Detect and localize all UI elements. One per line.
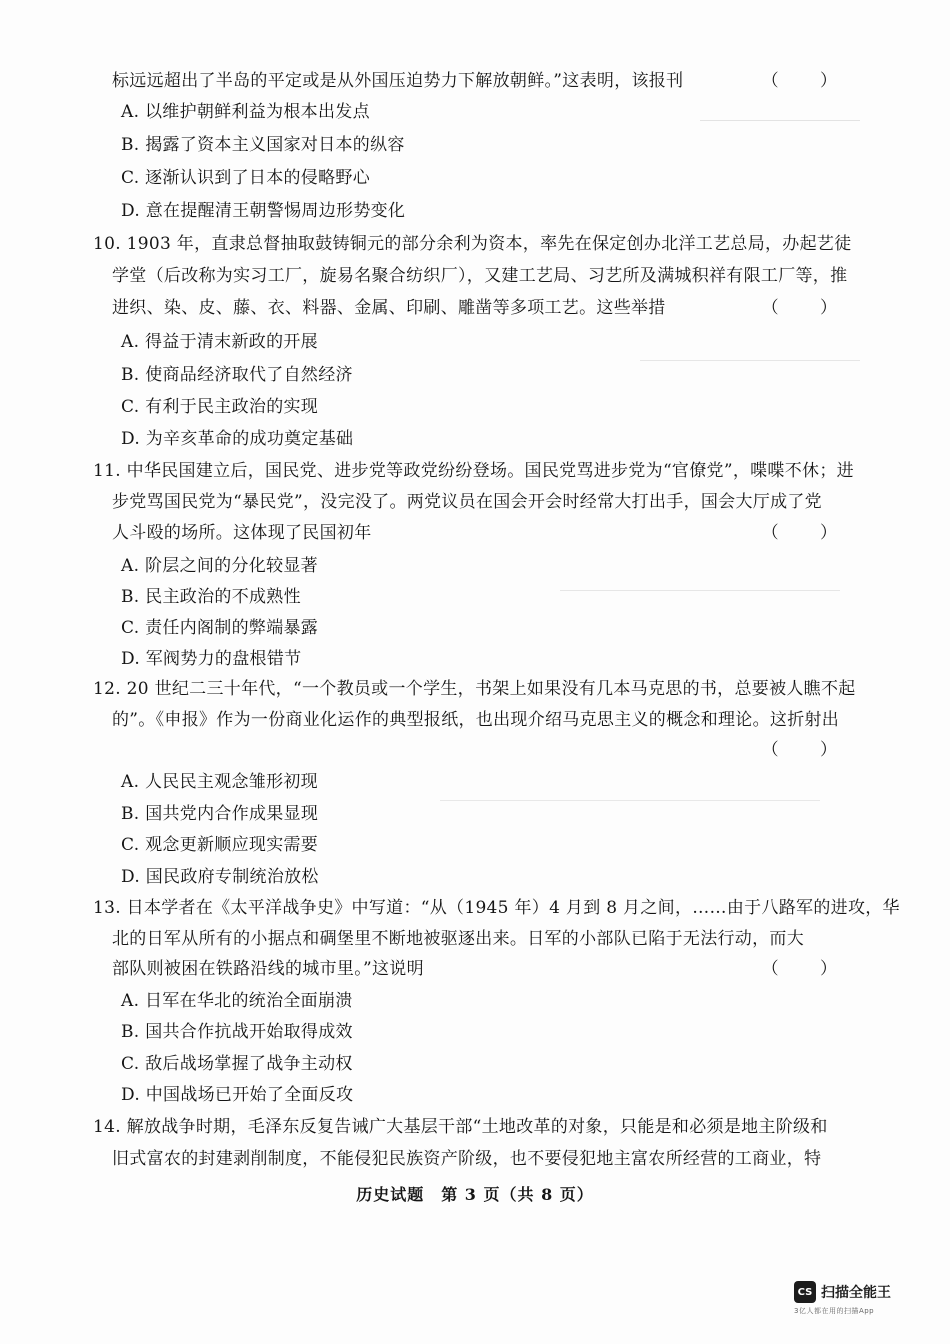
q9-option-b: B. 揭露了资本主义国家对日本的纵容 [121, 135, 405, 155]
q11-answer-bracket: （ ） [761, 523, 855, 543]
q10-option-d: D. 为辛亥革命的成功奠定基础 [121, 429, 354, 449]
q9-option-a: A. 以维护朝鲜利益为根本出发点 [121, 102, 370, 122]
q12-option-a: A. 人民民主观念雏形初现 [121, 772, 318, 792]
q11-stem-line-1: 11. 中华民国建立后，国民党、进步党等政党纷纷登场。国民党骂进步党为“官僚党”，喋喋不休；进 [93, 461, 854, 481]
q10-stem-line-1: 10. 1903 年，直隶总督抽取鼓铸铜元的部分余利为资本，率先在保定创办北洋工艺总局，办起艺徒 [93, 234, 852, 254]
q9-answer-bracket: （ ） [761, 71, 855, 91]
q12-option-c: C. 观念更新顺应现实需要 [121, 835, 319, 855]
q13-stem-line-3: 部队则被困在铁路沿线的城市里。”这说明 [112, 959, 424, 979]
q13-answer-bracket: （ ） [761, 959, 855, 979]
q13-option-c: C. 敌后战场掌握了战争主动权 [121, 1054, 353, 1074]
q11-option-b: B. 民主政治的不成熟性 [121, 587, 301, 607]
q12-option-b: B. 国共党内合作成果显现 [121, 804, 319, 824]
q12-stem-line-1: 12. 20 世纪二三十年代，“一个教员或一个学生，书架上如果没有几本马克思的书，总要被人瞧不起 [93, 679, 856, 699]
q14-stem-line-1: 14. 解放战争时期，毛泽东反复告诫广大基层干部“土地改革的对象，只能是和必须是地主阶级和 [93, 1117, 828, 1137]
q14-stem-line-2: 旧式富农的封建剥削制度，不能侵犯民族资产阶级，也不要侵犯地主富农所经营的工商业，特 [112, 1149, 822, 1169]
q13-option-b: B. 国共合作抗战开始取得成效 [121, 1022, 353, 1042]
q11-option-c: C. 责任内阁制的弊端暴露 [121, 618, 319, 638]
show-through-artifact [640, 360, 860, 421]
q9-option-d: D. 意在提醒清王朝警惕周边形势变化 [121, 201, 406, 221]
q10-option-c: C. 有利于民主政治的实现 [121, 397, 319, 417]
camscanner-logo-icon: CS [794, 1281, 816, 1303]
show-through-artifact [560, 590, 840, 651]
q9-option-c: C. 逐渐认识到了日本的侵略野心 [121, 168, 371, 188]
q11-option-d: D. 军阀势力的盘根错节 [121, 649, 302, 669]
q9-stem-continuation: 标远远超出了半岛的平定或是从外国压迫势力下解放朝鲜。”这表明，该报刊 [112, 71, 684, 91]
q13-option-d: D. 中国战场已开始了全面反攻 [121, 1085, 354, 1105]
show-through-artifact [440, 800, 820, 841]
q10-option-a: A. 得益于清末新政的开展 [121, 332, 318, 352]
q10-option-b: B. 使商品经济取代了自然经济 [121, 365, 353, 385]
scanner-watermark [794, 1281, 906, 1316]
watermark-row [794, 1281, 906, 1303]
page-footer: 历史试题 第 3 页（共 8 页） [356, 1185, 594, 1204]
q13-stem-line-1: 13. 日本学者在《太平洋战争史》中写道：“从（1945 年）4 月到 8 月之间，……由于八路军的进攻，华 [93, 898, 900, 918]
q10-answer-bracket: （ ） [761, 298, 855, 318]
q13-option-a: A. 日军在华北的统治全面崩溃 [121, 991, 353, 1011]
watermark-app-name: 扫描全能王 [821, 1285, 891, 1301]
q11-stem-line-2: 步党骂国民党为“暴民党”，没完没了。两党议员在国会开会时经常大打出手，国会大厅成了党 [112, 492, 822, 512]
q12-answer-bracket: （ ） [761, 740, 855, 760]
q10-stem-line-2: 学堂（后改称为实习工厂，旋易名聚合纺织厂），又建工艺局、习艺所及满城积祥有限工厂等，推 [112, 266, 848, 286]
q12-option-d: D. 国民政府专制统治放松 [121, 867, 319, 887]
show-through-artifact [700, 120, 860, 201]
q11-option-a: A. 阶层之间的分化较显著 [121, 556, 318, 576]
q13-stem-line-2: 北的日军从所有的小据点和碉堡里不断地被驱逐出来。日军的小部队已陷于无法行动，而大 [112, 929, 804, 949]
q12-stem-line-2: 的”。《申报》作为一份商业化运作的典型报纸，也出现介绍马克思主义的概念和理论。这折射出 [112, 710, 840, 730]
q11-stem-line-3: 人斗殴的场所。这体现了民国初年 [112, 523, 372, 543]
watermark-tagline: 3亿人都在用的扫描App [794, 1307, 875, 1315]
q10-stem-line-3: 进织、染、皮、藤、衣、料器、金属、印刷、雕凿等多项工艺。这些举措 [112, 298, 666, 318]
